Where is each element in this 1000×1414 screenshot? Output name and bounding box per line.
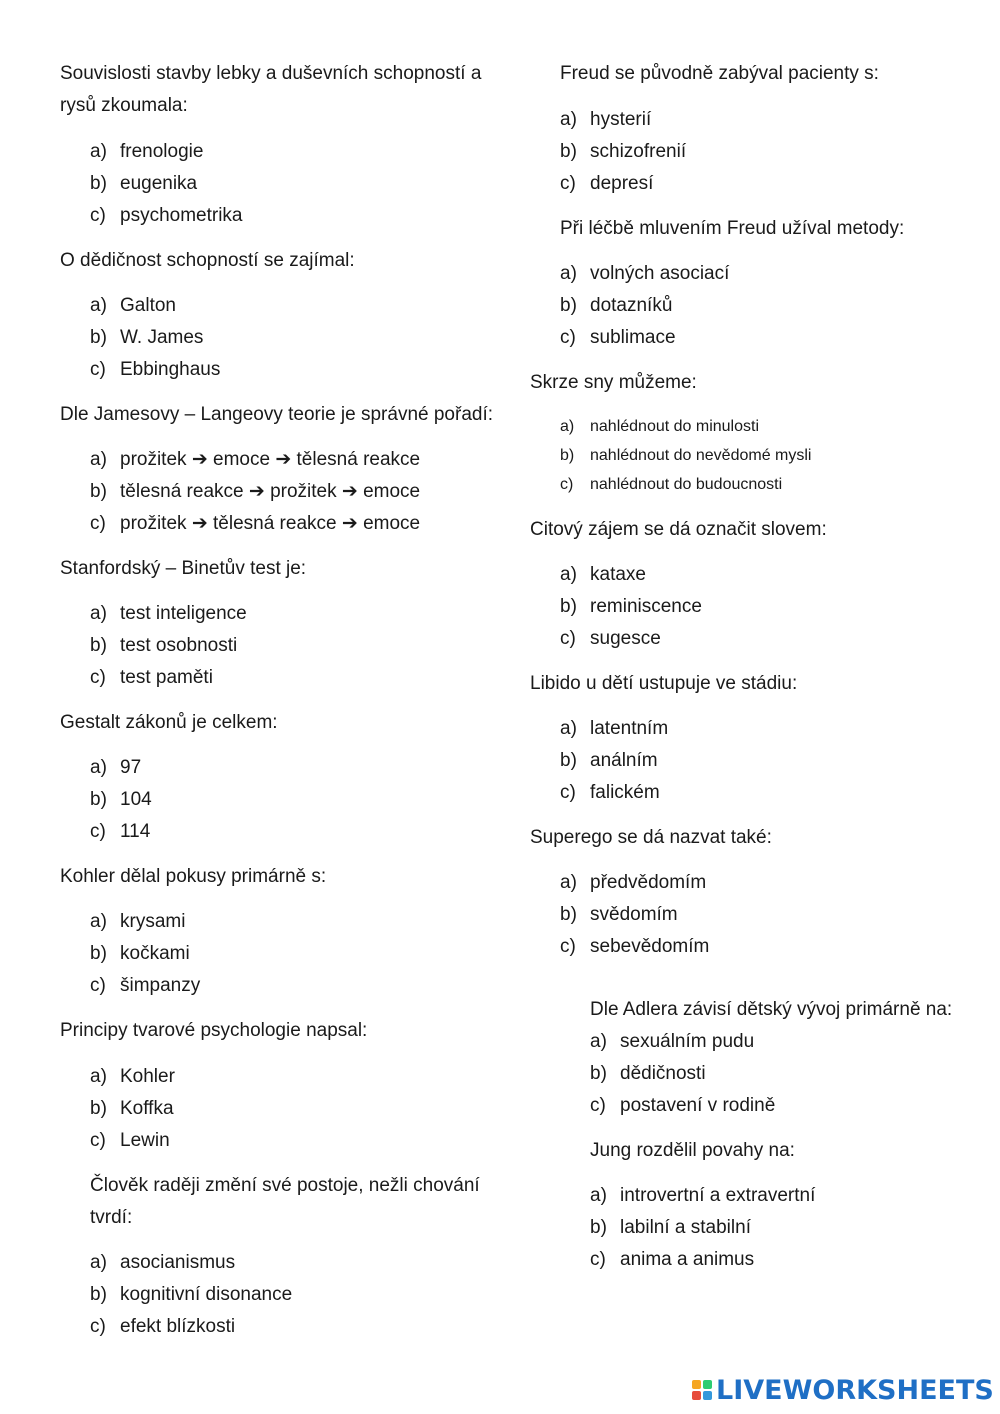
option-c[interactable]: c) psychometrika (90, 205, 243, 226)
liveworksheets-logo (692, 1372, 994, 1408)
option-c[interactable]: c) Lewin (90, 1130, 170, 1151)
option-c[interactable]: c) falickém (560, 782, 660, 803)
option-a[interactable]: a) sexuálním pudu (590, 1031, 755, 1052)
option-a[interactable]: a) asocianismus (90, 1252, 236, 1273)
option-b[interactable]: b) kognitivní disonance (90, 1284, 293, 1305)
question-text: Stanfordský – Binetův test je: (60, 558, 307, 579)
question-text: O dědičnost schopností se zajímal: (60, 250, 355, 271)
question-text: Jung rozdělil povahy na: (590, 1140, 795, 1161)
question-text: Člověk raději změní své postoje, nežli chování tvrdí: (90, 1175, 480, 1228)
question-text: Skrze sny můžeme: (530, 372, 697, 393)
option-c[interactable]: c) depresí (560, 173, 654, 194)
option-c[interactable]: c) prožitek ➔ tělesná reakce ➔ emoce (90, 513, 421, 534)
question-text: Dle Adlera závisí dětský vývoj primárně na: (590, 999, 953, 1020)
option-a[interactable]: a) Galton (90, 295, 176, 316)
question-text: Při léčbě mluvením Freud užíval metody: (560, 218, 905, 239)
question-text: Dle Jamesovy – Langeovy teorie je správné pořadí: (60, 404, 494, 425)
option-c[interactable]: c) postavení v rodině (590, 1095, 776, 1116)
option-a[interactable]: a) kataxe (560, 564, 646, 585)
option-c[interactable]: c) Ebbinghaus (90, 359, 221, 380)
option-a[interactable]: a) krysami (90, 911, 186, 932)
option-b[interactable]: b) W. James (90, 327, 204, 348)
option-c[interactable]: c) efekt blízkosti (90, 1316, 236, 1337)
question-text: Gestalt zákonů je celkem: (60, 712, 278, 733)
option-b[interactable]: b) 104 (90, 789, 152, 810)
question-text: Libido u dětí ustupuje ve stádiu: (530, 673, 798, 694)
option-b[interactable]: b) nahlédnout do nevědomé mysli (560, 447, 812, 464)
option-b[interactable]: b) test osobnosti (90, 635, 238, 656)
option-b[interactable]: b) schizofrenií (560, 141, 687, 162)
question-text: Superego se dá nazvat také: (530, 827, 772, 848)
logo-text: LIVEWORKSHEETS (716, 1374, 994, 1406)
option-a[interactable]: a) hysterií (560, 109, 652, 130)
option-a[interactable]: a) 97 (90, 757, 142, 778)
arrow-right-icon: ➔ (341, 481, 358, 502)
option-a[interactable]: a) nahlédnout do minulosti (560, 418, 760, 435)
question-text: Citový zájem se dá označit slovem: (530, 519, 827, 540)
arrow-right-icon: ➔ (248, 481, 265, 502)
option-b[interactable]: b) labilní a stabilní (590, 1217, 751, 1238)
option-c[interactable]: c) test paměti (90, 667, 213, 688)
option-a[interactable]: a) introvertní a extravertní (590, 1185, 816, 1206)
option-b[interactable]: b) dotazníků (560, 295, 673, 316)
option-c[interactable]: c) sebevědomím (560, 936, 710, 957)
option-b[interactable]: b) kočkami (90, 943, 190, 964)
option-a[interactable]: a) latentním (560, 718, 669, 739)
option-a[interactable]: a) volných asociací (560, 263, 730, 284)
option-b[interactable]: b) dědičnosti (590, 1063, 706, 1084)
question-text: Principy tvarové psychologie napsal: (60, 1020, 368, 1041)
option-b[interactable]: b) reminiscence (560, 596, 702, 617)
arrow-right-icon: ➔ (191, 449, 208, 470)
option-c[interactable]: c) anima a animus (590, 1249, 755, 1270)
option-b[interactable]: b) tělesná reakce ➔ prožitek ➔ emoce (90, 481, 421, 502)
arrow-right-icon: ➔ (275, 449, 292, 470)
option-c[interactable]: c) 114 (90, 821, 151, 842)
option-b[interactable]: b) eugenika (90, 173, 198, 194)
question-text: Freud se původně zabýval pacienty s: (560, 63, 879, 84)
option-a[interactable]: a) test inteligence (90, 603, 247, 624)
option-c[interactable]: c) nahlédnout do budoucnosti (560, 476, 783, 493)
logo-mark-icon (692, 1380, 712, 1400)
option-c[interactable]: c) sublimace (560, 327, 676, 348)
question-text: Kohler dělal pokusy primárně s: (60, 866, 327, 887)
option-a[interactable]: a) Kohler (90, 1066, 175, 1087)
option-a[interactable]: a) frenologie (90, 141, 204, 162)
option-b[interactable]: b) svědomím (560, 904, 678, 925)
option-a[interactable]: a) prožitek ➔ emoce ➔ tělesná reakce (90, 449, 421, 470)
question-text: Souvislosti stavby lebky a duševních schopností a rysů zkoumala: (60, 63, 482, 116)
option-a[interactable]: a) předvědomím (560, 872, 707, 893)
option-b[interactable]: b) análním (560, 750, 658, 771)
arrow-right-icon: ➔ (191, 513, 208, 534)
option-c[interactable]: c) šimpanzy (90, 975, 201, 996)
arrow-right-icon: ➔ (341, 513, 358, 534)
option-b[interactable]: b) Koffka (90, 1098, 174, 1119)
option-c[interactable]: c) sugesce (560, 628, 661, 649)
